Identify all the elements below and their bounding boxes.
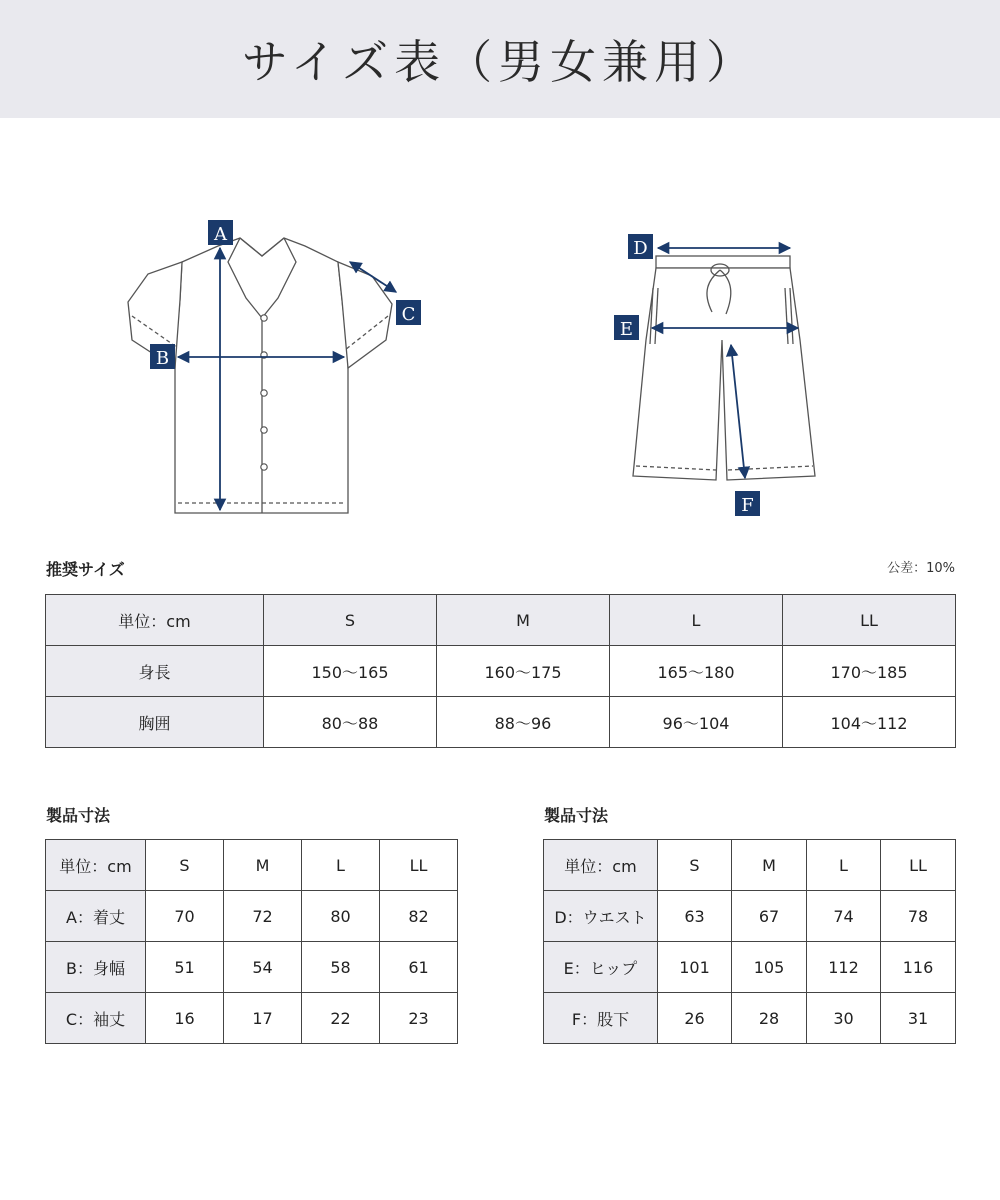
label-b: B <box>155 348 170 369</box>
top-size-table <box>45 839 458 1044</box>
row-label: A：着丈 <box>46 891 146 942</box>
header-cell: LL <box>783 595 956 646</box>
table-cell: 70 <box>146 891 224 942</box>
label-d: D <box>633 238 648 259</box>
table-cell: 26 <box>658 993 732 1044</box>
recommended-heading: 推奨サイズ <box>46 560 125 579</box>
tolerance-note: 公差：10% <box>887 561 955 576</box>
header-cell: 単位：cm <box>544 840 658 891</box>
table-cell: 72 <box>224 891 302 942</box>
table-row <box>544 993 956 1044</box>
table-row <box>46 942 458 993</box>
top-sizes-heading: 製品寸法 <box>46 806 111 825</box>
table-cell: 58 <box>302 942 380 993</box>
header-cell: LL <box>881 840 956 891</box>
table-cell: 104〜112 <box>783 697 956 748</box>
table-row <box>544 891 956 942</box>
label-f-box <box>735 491 760 516</box>
table-cell: 78 <box>881 891 956 942</box>
table-cell: 105 <box>732 942 807 993</box>
table-header-row <box>544 840 956 891</box>
garment-diagram <box>0 0 1000 540</box>
label-a: A <box>214 224 227 245</box>
table-row <box>46 993 458 1044</box>
table-cell: 51 <box>146 942 224 993</box>
table-cell: 54 <box>224 942 302 993</box>
table-cell: 17 <box>224 993 302 1044</box>
label-c: C <box>401 304 416 325</box>
table-row <box>544 942 956 993</box>
label-e: E <box>619 319 634 340</box>
row-label: 身長 <box>46 646 264 697</box>
table-cell: 23 <box>380 993 458 1044</box>
header-cell: M <box>437 595 610 646</box>
table-cell: 150〜165 <box>264 646 437 697</box>
page-title: サイズ表（男女兼用） <box>241 35 759 89</box>
row-label: C：袖丈 <box>46 993 146 1044</box>
row-label: E：ヒップ <box>544 942 658 993</box>
label-e-box <box>614 315 639 340</box>
table-cell: 30 <box>807 993 881 1044</box>
table-cell: 22 <box>302 993 380 1044</box>
table-header-row <box>46 595 956 646</box>
shorts-illustration <box>633 256 815 480</box>
table-header-row <box>46 840 458 891</box>
row-label: D：ウエスト <box>544 891 658 942</box>
header-cell: M <box>732 840 807 891</box>
header-cell: M <box>224 840 302 891</box>
table-cell: 96〜104 <box>610 697 783 748</box>
header-cell: 単位：cm <box>46 840 146 891</box>
table-cell: 101 <box>658 942 732 993</box>
table-cell: 67 <box>732 891 807 942</box>
table-cell: 170〜185 <box>783 646 956 697</box>
table-cell: 28 <box>732 993 807 1044</box>
row-label: B：身幅 <box>46 942 146 993</box>
label-d-box <box>628 234 653 259</box>
header-cell: S <box>658 840 732 891</box>
table-cell: 63 <box>658 891 732 942</box>
table-cell: 31 <box>881 993 956 1044</box>
table-cell: 80 <box>302 891 380 942</box>
table-cell: 74 <box>807 891 881 942</box>
table-cell: 61 <box>380 942 458 993</box>
bottom-sizes-heading: 製品寸法 <box>544 806 609 825</box>
header-cell: L <box>302 840 380 891</box>
table-cell: 165〜180 <box>610 646 783 697</box>
table-row <box>46 646 956 697</box>
header-cell: L <box>610 595 783 646</box>
table-cell: 116 <box>881 942 956 993</box>
table-cell: 82 <box>380 891 458 942</box>
table-cell: 80〜88 <box>264 697 437 748</box>
recommended-size-table <box>45 594 956 748</box>
bottom-size-table <box>543 839 956 1044</box>
header-cell: S <box>146 840 224 891</box>
row-label: 胸囲 <box>46 697 264 748</box>
label-f: F <box>741 495 754 516</box>
shirt-illustration <box>128 238 392 513</box>
header-cell: LL <box>380 840 458 891</box>
label-b-box <box>150 344 175 369</box>
table-cell: 16 <box>146 993 224 1044</box>
table-cell: 160〜175 <box>437 646 610 697</box>
header-cell: L <box>807 840 881 891</box>
table-cell: 88〜96 <box>437 697 610 748</box>
table-cell: 112 <box>807 942 881 993</box>
table-row <box>46 697 956 748</box>
header-cell: 単位：cm <box>46 595 264 646</box>
table-row <box>46 891 458 942</box>
row-label: F：股下 <box>544 993 658 1044</box>
header-cell: S <box>264 595 437 646</box>
label-c-box <box>396 300 421 325</box>
label-a-box <box>208 220 233 245</box>
